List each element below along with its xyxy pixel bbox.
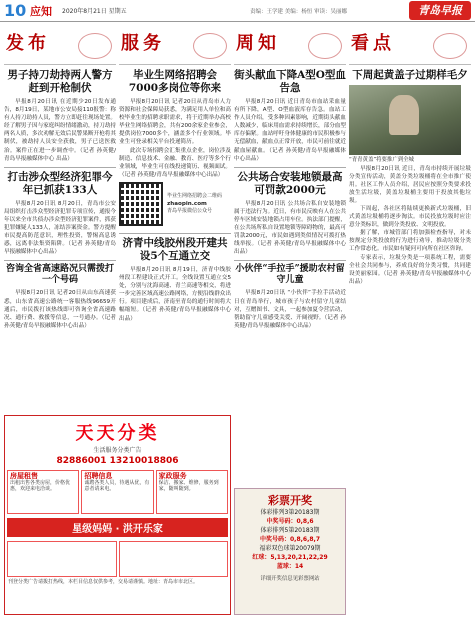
headline: 毕业生网络招聘会7000多岗位等你来 xyxy=(128,69,222,94)
qr-code-icon[interactable] xyxy=(119,182,163,226)
article-body: 早报8月20日讯 8月19日，济青中线胶州段工程建设正式开工。全线设置互通立交5处，分别与沈海高速、青兰高速等相交，将进一步完善区域高速公路网络，方便沿线群众出行。项目建成后，济南至青岛的通行时间将大幅缩短。（记者 孙英健/青岛早报融媒体中心出品） xyxy=(119,266,231,322)
column-highlights xyxy=(349,27,471,615)
ad-cell-text: 诚聘各类人员，待遇从优，有意者请来电。 xyxy=(84,479,150,492)
qr-caption: 毕业生网络招聘会二维码 xyxy=(167,192,223,199)
ad-grid xyxy=(5,468,230,516)
divider xyxy=(4,260,116,261)
divider xyxy=(234,260,346,261)
ad-cell-title: 家政服务 xyxy=(158,472,187,480)
headline: 打击涉众型经济犯罪今年已抓获133人 xyxy=(7,170,113,196)
lottery-title: 彩票开奖 xyxy=(268,494,312,507)
column-service xyxy=(119,27,231,412)
article-body: 早报8月20日讯 记者20日从山东高速获悉，山东省高速公路统一客服热线96659开通后，市民拨打该热线即可咨询全省高速路况、通行费、救援等信息，一号通办。（记者 孙英健/青岛早报融媒体中心出品） xyxy=(4,290,116,329)
article-body: 早报8月20日讯 近日青岛市血站采血量有所下降，A型、O型血液库存告急。血站工作人员介绍，受多种因素影响，近期街头献血人数减少，临床用血需求持续增长，部分血型库存偏紧。血站呼吁身体健康的市民积极参与无偿献血，献血点正常开放，市民可前往就近献血屋献血。（记者 孙英健/青岛早报融媒体中心出品） xyxy=(234,99,346,162)
page-number: 10 xyxy=(4,1,27,20)
section-title: 发布 xyxy=(6,33,50,54)
headline: 公共场合安装地锁最高可罚款2000元 xyxy=(237,170,343,196)
lottery-line: 体彩排列5第20183期 xyxy=(260,527,320,534)
article-body: 早报8月20日讯 近日，青岛市持续开展垃圾分类宣传活动，黄盖分类垃圾桶将在全市推广使用。社区工作人员介绍，居民应按照分类要求投放生活垃圾，黄盖垃圾桶主要用于投放其他垃圾。 xyxy=(349,165,471,204)
divider xyxy=(119,233,231,234)
lottery-numbers: 红球：5,13,20,21,22,29 xyxy=(252,554,328,561)
divider xyxy=(4,167,116,168)
qr-block xyxy=(119,179,231,229)
lottery-numbers: 蓝球：14 xyxy=(276,563,304,570)
issue-date: 2020年8月21日 星期五 xyxy=(62,8,127,15)
article-body: 早报8月20日讯 在近期少20日发布通告，8月19日，某地市公安局接110报警：称有人持刀劫持人员，警方立即赶往现场处置。经了解男子因与家庭纠纷情绪激动，持刀劫持两名人质，多次劝解无效后民警果断开枪将其制伏，被劫持人员安全获救，男子已送医救治。案件正在进一步调查中。（记者 孙英健/青岛早报融媒体中心 出品） xyxy=(4,99,116,162)
article-body: 此次专场招聘会汇集重点企业，岗位涉及制造、信息技术、金融、教育、医疗等多个行业领域，毕业生可在线投递简历、视频面试。（记者 孙英健/青岛早报融媒体中心出品） xyxy=(119,147,231,178)
headline: 街头献血下降A型O型血告急 xyxy=(234,69,346,94)
lottery-line: 体彩排列3第20183期 xyxy=(260,509,320,516)
lottery-footnote: 详细开奖信息见彩票网站 xyxy=(260,576,320,582)
divider xyxy=(234,167,346,168)
qr-caption: 青岛早报微信公众号 xyxy=(167,207,213,214)
section-title: 看点 xyxy=(351,33,395,54)
ad-cell xyxy=(7,470,79,514)
news-photo xyxy=(349,85,461,155)
classified-ad xyxy=(4,415,231,615)
article-body: 早报8月20日讯 8月20日，青岛市公安局组织打击涉众型经济犯罪专项宣传，通报今年以来全市共侦办涉众型经济犯罪案件，抓获犯罪嫌疑人133人，冻结涉案资金。警方提醒市民提高防范意识，理性投资，警惕高息诱惑，远离非法集资陷阱。（记者 孙英健/青岛早报融媒体中心出品） xyxy=(4,200,116,256)
ad-cell-text: 保洁、搬家、维修，服务到家，随叫随到。 xyxy=(158,479,219,492)
section-header-notice xyxy=(234,27,346,65)
ad-subtitle: 生活服务分类广告 xyxy=(93,447,142,454)
column-notice xyxy=(234,27,346,485)
ad-title: 天天分类 xyxy=(75,423,160,444)
headline: 男子持刀劫持两人警方赶到开枪制伏 xyxy=(7,69,113,94)
website-link[interactable]: zhaopin.com xyxy=(167,200,207,207)
ad-phone-numbers[interactable]: 82886001 13210018806 xyxy=(56,456,179,466)
article-body: 早报8月20日讯 “小伙伴”手拉手活动近日在青岛举行，城市孩子与农村留守儿童结对，互赠图书、文具，一起参加夏令营活动，帮助留守儿童感受关爱、开阔视野。（记者 孙英健/青岛早报融媒体中心出品） xyxy=(234,290,346,329)
photo-caption: “青青黄盖”将要推广到全城 xyxy=(349,157,414,163)
masthead xyxy=(0,0,475,22)
ad-cell xyxy=(156,470,228,514)
section-ornament-icon xyxy=(78,33,112,59)
section-title: 服务 xyxy=(121,33,165,54)
section-ornament-icon xyxy=(308,33,342,59)
section-header-highlights xyxy=(349,27,471,65)
lottery-results xyxy=(234,488,346,615)
headline: 小伙伴“手拉手”援助农村留守儿童 xyxy=(235,264,345,286)
newspaper-logo: 青岛早报 xyxy=(409,1,471,20)
ad-cell-title: 房屋租售 xyxy=(10,472,38,480)
lottery-numbers: 中奖号码：0,8,6 xyxy=(266,518,314,525)
section-name: 应知 xyxy=(30,5,52,18)
lottery-line: 福彩双色球第20079期 xyxy=(259,545,321,552)
section-ornament-icon xyxy=(433,33,467,59)
article-body: 专家表示，垃圾分类是一项系统工程，需要全社会共同参与，养成良好的分类习惯，共同建设美丽家园。（记者 孙英健/青岛早报融媒体中心出品） xyxy=(349,254,471,285)
article-body: 下周起，各社区将陆续更换新式垃圾桶，旧式黄盖垃圾桶将逐步淘汰。市民投放垃圾时应注意分类标识，做到分类投放、文明投放。 xyxy=(349,205,471,229)
headline: 济青中线胶州段开建共设5个互通立交 xyxy=(122,236,228,262)
column-release xyxy=(4,27,116,412)
lottery-numbers: 中奖号码：0,8,6,8,7 xyxy=(260,536,320,543)
ad-cell xyxy=(7,541,117,577)
ad-fine-print: 刊登分类广告请拨打热线，本栏目信息仅供参考，交易请谨慎。地址：青岛市市北区。 xyxy=(8,579,199,585)
ad-grid xyxy=(5,539,230,579)
article-body: 据了解，市城管部门将加强检查指导，对未按规定分类投放的行为进行劝导，推动垃圾分类工作常态化。市民如有疑问可向所在社区咨询。 xyxy=(349,230,471,253)
editors-line: 责编：王学建 美编：杨恒 审读：吴丽娜 xyxy=(250,9,347,15)
ad-cell xyxy=(119,541,229,577)
section-ornament-icon xyxy=(193,33,227,59)
ad-banner: 星级妈妈 · 洪开乐家 xyxy=(7,518,228,537)
section-title: 周知 xyxy=(236,33,280,54)
section-header-service xyxy=(119,27,231,65)
section-header-release xyxy=(4,27,116,65)
ad-cell xyxy=(81,470,153,514)
headline: 下周起黄盖子过期样毛夕 xyxy=(352,69,468,81)
headline: 咨询全省高速路况只需拨打一个号码 xyxy=(5,264,114,286)
ad-cell-text: 出租出售各类房屋，价格优惠，欢迎来电洽谈。 xyxy=(10,479,71,492)
article-body: 早报8月20日讯 记者20日从青岛市人力资源和社会保障局获悉，为满足用人单位和高校毕业生的招聘求职需求，将于近期举办高校毕业生网络招聘会，共有200余家企业参会，提供岗位7000多个，涵盖多个行业领域。毕业生可登录相关平台投递简历。 xyxy=(119,99,231,146)
article-body: 早报8月20日讯 公共场合私自安装地锁属于违法行为。近日，有市民反映有人在公共停车区域安装地锁占用车位。执法部门提醒，在公共场所私自设置地锁等障碍物的，最高可罚款2000元，市民如遇到类似情况可拨打热线举报。（记者 孙英健/青岛早报融媒体中心出品） xyxy=(234,200,346,256)
ad-cell-title: 招聘信息 xyxy=(84,472,113,480)
